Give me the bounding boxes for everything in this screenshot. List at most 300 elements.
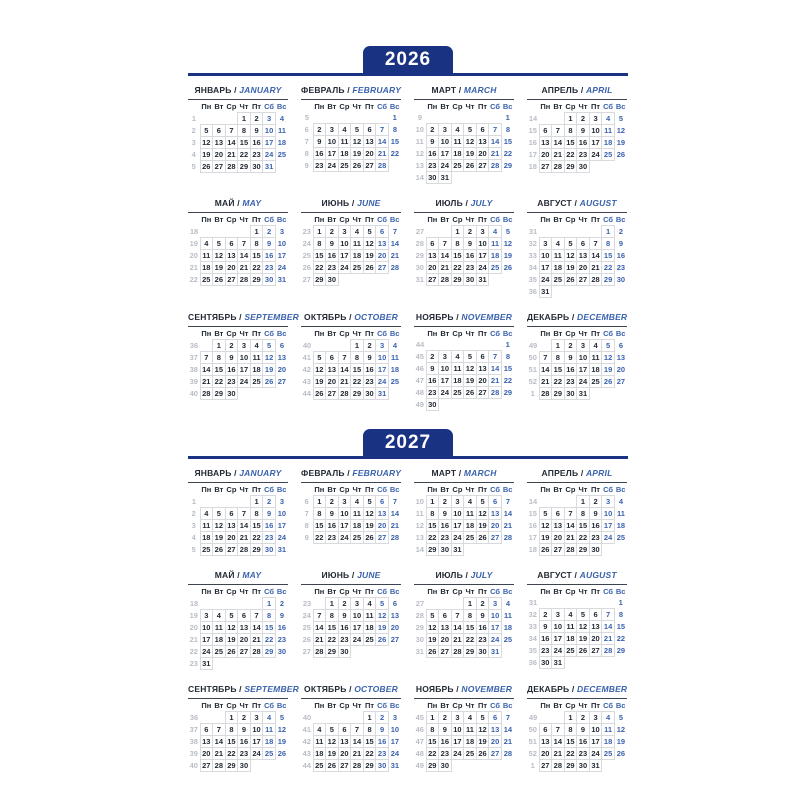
week-row: [414, 112, 514, 124]
weekday-header-cell: Вс: [389, 701, 400, 711]
week-row: [301, 352, 401, 364]
weekday-header-cell: Сб: [490, 701, 501, 710]
day-cell: 27: [614, 376, 627, 388]
day-cell: 6: [376, 226, 389, 238]
day-cell: 2: [263, 226, 276, 238]
day-cell: 11: [200, 250, 213, 262]
day-cell: 22: [501, 375, 514, 387]
week-row: [188, 736, 288, 748]
day-cell: 11: [200, 520, 213, 532]
week-row: [188, 238, 288, 250]
weekday-header-row: [301, 484, 401, 496]
week-row: [188, 149, 288, 161]
weekday-header-cell: Пн: [540, 485, 551, 495]
day-cell: 27: [577, 274, 590, 286]
day-cell: 20: [476, 375, 489, 387]
day-cell: 15: [313, 520, 326, 532]
weekday-header-cell: Вт: [327, 485, 337, 494]
day-cell: 15: [388, 136, 401, 148]
day-cell: 23: [589, 532, 602, 544]
weekday-header-cell: Пн: [201, 215, 212, 225]
weekday-header-cell: Сб: [377, 587, 388, 596]
month-name-en: NOVEMBER: [461, 684, 513, 694]
day-cell: 13: [589, 621, 602, 633]
month-name-ru: ФЕВРАЛЬ: [301, 85, 345, 95]
weekday-header-cell: Вс: [276, 587, 287, 597]
day-cell: 10: [376, 352, 389, 364]
day-cell: 4: [464, 496, 477, 508]
empty-day-cell: [225, 598, 238, 610]
month-block: [527, 684, 627, 772]
week-row: [301, 748, 401, 760]
day-cell: 2: [439, 496, 452, 508]
month-name-en: MAY: [242, 570, 262, 580]
weekday-header-cell: Вс: [389, 587, 400, 597]
week-row: [188, 646, 288, 658]
day-cell: 8: [313, 238, 326, 250]
day-cell: 19: [539, 532, 552, 544]
day-cell: 26: [200, 161, 213, 173]
day-cell: 29: [426, 760, 439, 772]
month-name-en: JULY: [470, 570, 493, 580]
week-row: [527, 388, 627, 400]
day-cell: 11: [464, 508, 477, 520]
week-number-header: [301, 484, 313, 496]
week-row: [527, 262, 627, 274]
day-cell: 19: [614, 736, 627, 748]
day-cell: 8: [501, 124, 514, 136]
empty-day-cell: [238, 226, 251, 238]
empty-day-cell: [489, 544, 502, 556]
week-row: [527, 226, 627, 238]
weekday-header-cell: Пн: [540, 329, 551, 339]
month-title-separator: /: [231, 468, 240, 478]
month-block: [301, 468, 401, 544]
week-number-cell: 32: [528, 239, 537, 248]
day-cell: 3: [439, 351, 452, 363]
day-cell: 21: [388, 250, 401, 262]
weekday-header-cell: Ср: [565, 329, 576, 338]
day-cell: 6: [552, 508, 565, 520]
week-row: [188, 712, 288, 724]
day-cell: 6: [376, 496, 389, 508]
week-number-cell: 40: [189, 761, 198, 770]
week-number-cell: 40: [189, 389, 198, 398]
day-cell: 6: [539, 724, 552, 736]
weekday-header-cell: Ср: [339, 587, 350, 596]
week-row: [301, 724, 401, 736]
month-name-en: OCTOBER: [354, 684, 398, 694]
day-cell: 15: [363, 736, 376, 748]
day-cell: 1: [250, 226, 263, 238]
day-cell: 8: [426, 724, 439, 736]
day-cell: 27: [225, 544, 238, 556]
day-cell: 19: [213, 532, 226, 544]
week-number-cell: 21: [189, 263, 198, 272]
month-block: [527, 468, 627, 556]
day-cell: 5: [225, 610, 238, 622]
weekday-header-cell: Пн: [201, 485, 212, 495]
day-cell: 13: [338, 736, 351, 748]
weekday-header-cell: Вт: [553, 329, 563, 338]
weekday-header-cell: Сб: [377, 701, 388, 710]
week-number-cell: 28: [415, 611, 424, 620]
week-number-cell: 1: [191, 114, 197, 123]
weekday-header-row: [301, 700, 401, 712]
weekday-header-cell: Вт: [440, 102, 450, 111]
day-cell: 4: [564, 609, 577, 621]
month-name-ru: ИЮЛЬ: [435, 198, 463, 208]
day-cell: 30: [338, 646, 351, 658]
empty-day-cell: [313, 340, 326, 352]
weekday-header-row: [527, 328, 627, 340]
empty-day-cell: [338, 274, 351, 286]
day-cell: 10: [388, 724, 401, 736]
weekday-header-cell: Сб: [603, 102, 614, 111]
weekday-header-cell: Пт: [251, 485, 262, 494]
month-name-ru: ДЕКАБРЬ: [527, 684, 570, 694]
month-table: [188, 214, 288, 286]
week-number-header: [301, 700, 313, 712]
day-cell: 30: [263, 274, 276, 286]
month-weeks: [527, 496, 627, 556]
week-number-cell: 32: [528, 610, 537, 619]
weekday-header-cell: Пт: [477, 329, 488, 338]
day-cell: 11: [388, 352, 401, 364]
day-cell: 20: [200, 748, 213, 760]
day-cell: 24: [275, 262, 288, 274]
day-cell: 3: [238, 340, 251, 352]
day-cell: 15: [213, 364, 226, 376]
month-name-en: AUGUST: [579, 570, 617, 580]
day-cell: 8: [313, 508, 326, 520]
day-cell: 13: [539, 137, 552, 149]
month-name-en: NOVEMBER: [461, 312, 513, 322]
month-name-en: DECEMBER: [577, 312, 628, 322]
day-cell: 15: [451, 250, 464, 262]
month-table: [527, 101, 627, 173]
week-row: [414, 622, 514, 634]
day-cell: 18: [263, 736, 276, 748]
week-number-cell: 7: [304, 137, 309, 146]
weekday-header-cell: Сб: [264, 329, 275, 338]
day-cell: 16: [275, 622, 288, 634]
day-cell: 27: [476, 160, 489, 172]
empty-day-cell: [589, 161, 602, 173]
empty-day-cell: [489, 172, 502, 184]
day-cell: 22: [313, 262, 326, 274]
day-cell: 10: [589, 125, 602, 137]
week-number-cell: 10: [415, 497, 424, 506]
month-title: [301, 85, 401, 96]
week-number-cell: 29: [415, 251, 424, 260]
week-number-cell: 16: [528, 138, 537, 147]
month-table: [188, 586, 288, 670]
day-cell: 19: [263, 364, 276, 376]
day-cell: 11: [363, 610, 376, 622]
day-cell: 18: [275, 137, 288, 149]
day-cell: 8: [388, 124, 401, 136]
day-cell: 1: [552, 340, 565, 352]
day-cell: 26: [476, 748, 489, 760]
day-cell: 12: [476, 724, 489, 736]
weekday-header-cell: Чт: [578, 215, 588, 225]
day-cell: 4: [275, 113, 288, 125]
empty-day-cell: [501, 646, 514, 658]
week-row: [527, 274, 627, 286]
day-cell: 17: [552, 633, 565, 645]
day-cell: 24: [338, 532, 351, 544]
weekday-header-row: [414, 484, 514, 496]
day-cell: 24: [351, 634, 364, 646]
weekday-header-cell: Ср: [452, 102, 463, 111]
week-number-cell: 1: [530, 761, 535, 770]
day-cell: 21: [439, 262, 452, 274]
day-cell: 7: [552, 125, 565, 137]
weekday-header-cell: Сб: [603, 215, 614, 224]
empty-day-cell: [577, 597, 590, 609]
day-cell: 14: [338, 364, 351, 376]
week-number-cell: 25: [302, 623, 311, 632]
week-number-cell: 26: [302, 263, 311, 272]
month-title-separator: /: [578, 468, 586, 478]
day-cell: 2: [263, 496, 276, 508]
day-cell: 3: [552, 609, 565, 621]
week-number-cell: 7: [304, 509, 309, 518]
day-cell: 21: [200, 376, 213, 388]
day-cell: 2: [326, 226, 339, 238]
day-cell: 19: [614, 137, 627, 149]
empty-day-cell: [489, 112, 502, 124]
day-cell: 22: [451, 262, 464, 274]
week-row: [301, 598, 401, 610]
day-cell: 6: [476, 124, 489, 136]
week-row: [414, 634, 514, 646]
day-cell: 2: [614, 226, 627, 238]
year-divider-line: [188, 456, 628, 459]
empty-day-cell: [439, 399, 452, 411]
month-title-separator: /: [346, 312, 355, 322]
empty-day-cell: [351, 112, 364, 124]
weekday-header-cell: Вс: [502, 215, 513, 225]
weekday-header-cell: Вт: [553, 485, 563, 495]
day-cell: 23: [376, 748, 389, 760]
day-cell: 22: [250, 262, 263, 274]
day-cell: 19: [464, 148, 477, 160]
day-cell: 15: [313, 250, 326, 262]
month-table: [414, 214, 514, 286]
day-cell: 10: [552, 621, 565, 633]
day-cell: 23: [263, 532, 276, 544]
day-cell: 10: [250, 724, 263, 736]
week-row: [188, 161, 288, 173]
day-cell: 6: [326, 352, 339, 364]
day-cell: 7: [589, 238, 602, 250]
month-title-separator: /: [236, 312, 245, 322]
week-row: [414, 508, 514, 520]
day-cell: 13: [426, 250, 439, 262]
week-number-cell: 17: [528, 150, 537, 159]
week-number-header: [527, 328, 539, 340]
month-name-en: MARCH: [463, 85, 497, 95]
day-cell: 9: [326, 508, 339, 520]
weekday-header-cell: Пт: [364, 329, 375, 338]
empty-day-cell: [539, 113, 552, 125]
week-number-cell: 14: [415, 545, 424, 554]
empty-day-cell: [313, 712, 326, 724]
weekday-header-cell: Сб: [264, 701, 275, 710]
month-name-en: SEPTEMBER: [244, 312, 300, 322]
day-cell: 22: [250, 532, 263, 544]
weekday-header-cell: Ср: [565, 485, 576, 495]
day-cell: 28: [552, 161, 565, 173]
month-title: [301, 468, 401, 479]
weekday-header-cell: Ср: [452, 215, 463, 224]
day-cell: 23: [464, 262, 477, 274]
week-number-cell: 46: [415, 364, 424, 373]
week-number-cell: 18: [528, 545, 537, 554]
weekday-header-cell: Пн: [540, 701, 551, 711]
month-title: [301, 312, 401, 323]
day-cell: 26: [602, 376, 615, 388]
day-cell: 9: [338, 610, 351, 622]
weekday-header-cell: Вт: [214, 329, 224, 338]
month-name-en: APRIL: [585, 85, 613, 95]
day-cell: 28: [501, 532, 514, 544]
weekday-header-cell: Вт: [327, 329, 337, 339]
month-table: [414, 328, 514, 411]
month-block: [188, 85, 288, 173]
day-cell: 30: [225, 388, 238, 400]
day-cell: 3: [200, 610, 213, 622]
empty-day-cell: [326, 712, 339, 724]
weekday-header-cell: Пн: [427, 701, 438, 710]
weekday-header-row: [527, 484, 627, 496]
day-cell: 6: [388, 598, 401, 610]
day-cell: 3: [275, 226, 288, 238]
weekday-header-cell: Ср: [565, 701, 576, 710]
weekday-header-row: [188, 700, 288, 712]
month-title-separator: /: [349, 198, 358, 208]
weekday-header-cell: Вт: [327, 587, 337, 596]
empty-day-cell: [577, 226, 590, 238]
day-cell: 9: [439, 508, 452, 520]
day-cell: 1: [426, 496, 439, 508]
day-cell: 27: [326, 388, 339, 400]
week-row: [527, 161, 627, 173]
day-cell: 27: [439, 646, 452, 658]
empty-day-cell: [464, 399, 477, 411]
day-cell: 21: [552, 748, 565, 760]
day-cell: 1: [564, 712, 577, 724]
weekday-header-cell: Пт: [590, 701, 601, 710]
month-weeks: [414, 339, 514, 411]
day-cell: 7: [451, 610, 464, 622]
day-cell: 17: [439, 375, 452, 387]
day-cell: 24: [589, 149, 602, 161]
day-cell: 26: [426, 646, 439, 658]
day-cell: 18: [200, 262, 213, 274]
weekday-header-cell: Ср: [226, 701, 237, 710]
day-cell: 27: [476, 387, 489, 399]
week-row: [188, 748, 288, 760]
day-cell: 16: [564, 364, 577, 376]
month-name-en: FEBRUARY: [352, 85, 402, 95]
day-cell: 22: [552, 376, 565, 388]
week-row: [301, 496, 401, 508]
day-cell: 12: [426, 622, 439, 634]
day-cell: 28: [589, 274, 602, 286]
month-block: [301, 85, 401, 172]
day-cell: 19: [577, 633, 590, 645]
weekday-header-row: [414, 214, 514, 226]
empty-day-cell: [263, 658, 276, 670]
day-cell: 7: [351, 724, 364, 736]
empty-day-cell: [200, 598, 213, 610]
day-cell: 29: [501, 160, 514, 172]
day-cell: 18: [464, 520, 477, 532]
day-cell: 19: [376, 622, 389, 634]
week-row: [188, 364, 288, 376]
day-cell: 29: [552, 388, 565, 400]
day-cell: 4: [200, 238, 213, 250]
day-cell: 8: [225, 724, 238, 736]
week-number-header: [188, 214, 200, 226]
day-cell: 23: [439, 532, 452, 544]
empty-day-cell: [489, 399, 502, 411]
week-row: [188, 496, 288, 508]
weekday-header-row: [414, 328, 514, 339]
month-table: [414, 700, 514, 772]
day-cell: 4: [464, 712, 477, 724]
day-cell: 23: [426, 160, 439, 172]
week-number-cell: 33: [528, 251, 537, 260]
day-cell: 7: [388, 226, 401, 238]
week-row: [414, 226, 514, 238]
month-title: [188, 570, 288, 581]
day-cell: 28: [501, 748, 514, 760]
day-cell: 25: [200, 544, 213, 556]
month-table: [301, 214, 401, 286]
day-cell: 18: [489, 250, 502, 262]
day-cell: 24: [489, 634, 502, 646]
week-number-cell: 31: [528, 227, 538, 236]
week-row: [527, 532, 627, 544]
day-cell: 6: [225, 238, 238, 250]
day-cell: 7: [489, 124, 502, 136]
week-row: [188, 544, 288, 556]
month-name-ru: МАЙ: [214, 570, 235, 580]
week-number-cell: 24: [302, 611, 311, 620]
day-cell: 3: [439, 124, 452, 136]
month-title: [527, 570, 627, 581]
weekday-header-cell: Сб: [264, 215, 275, 224]
week-number-cell: 4: [191, 533, 196, 542]
weekday-header-cell: Вт: [553, 102, 563, 112]
day-cell: 1: [464, 598, 477, 610]
day-cell: 12: [464, 363, 477, 375]
week-row: [527, 657, 627, 669]
empty-day-cell: [376, 274, 389, 286]
day-cell: 19: [326, 748, 339, 760]
day-cell: 28: [489, 387, 502, 399]
months-grid: [188, 468, 628, 772]
day-cell: 24: [263, 149, 276, 161]
weekday-header-cell: Вс: [389, 485, 400, 495]
week-row: [527, 712, 627, 724]
day-cell: 25: [451, 387, 464, 399]
day-cell: 9: [614, 238, 627, 250]
